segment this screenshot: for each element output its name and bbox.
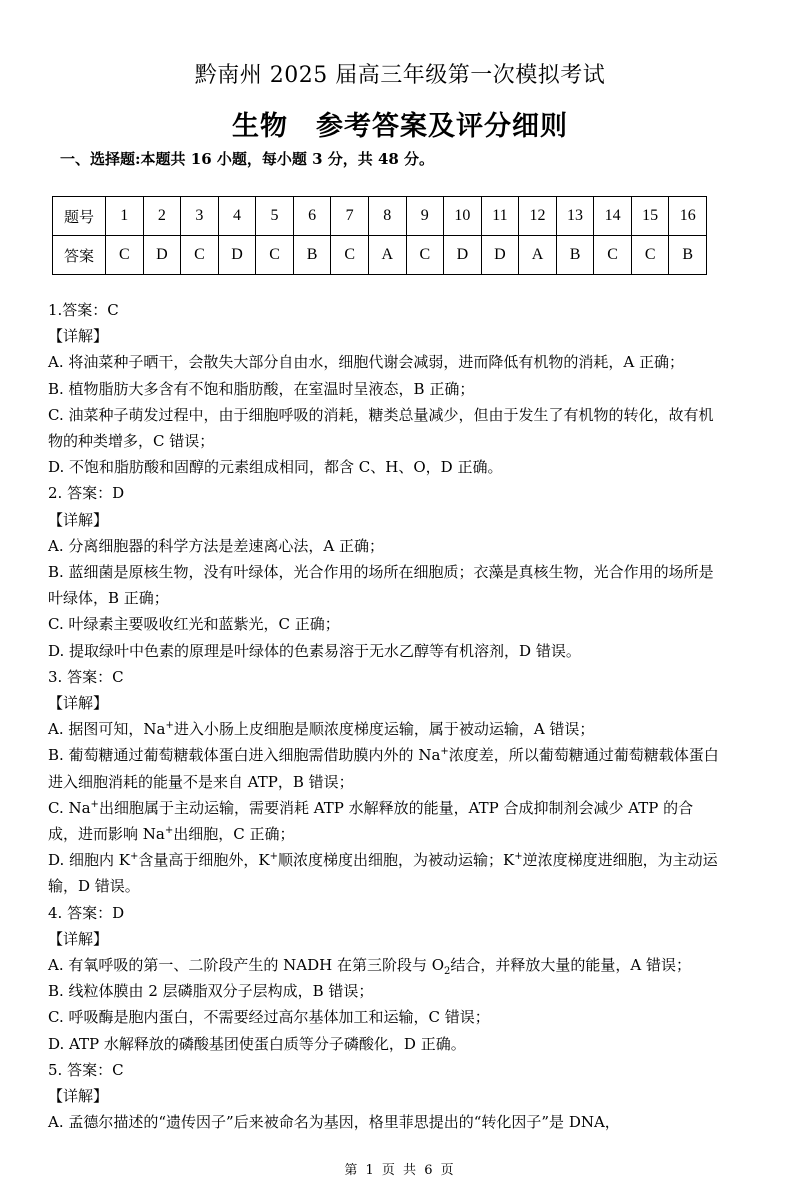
question-number: 16 <box>669 197 707 236</box>
question-number: 9 <box>406 197 444 236</box>
text-run: 浓度差，所以葡萄糖通过葡萄糖载体蛋白进入细胞消耗的能量不是来自 ATP，B 错误； <box>48 746 719 791</box>
answer-row <box>53 236 707 275</box>
answer-cell: C <box>631 236 669 275</box>
answer-key-title: 生物 参考答案及评分细则 <box>232 111 568 142</box>
page-footer: 第 1 页 共 6 页 <box>344 1163 456 1178</box>
detail-label: 【详解】 <box>48 929 109 948</box>
question-number: 13 <box>556 197 594 236</box>
question-number: 7 <box>331 197 369 236</box>
answer-cell: C <box>406 236 444 275</box>
answer-line: 1.答案：C <box>48 301 119 319</box>
option-explanation: A. 孟德尔描述的“遗传因子”后来被命名为基因，格里菲思提出的“转化因子”是 DNA， <box>48 1113 620 1132</box>
option-explanation: D. 提取绿叶中色素的原理是叶绿体的色素易溶于无水乙醇等有机溶剂，D 错误。 <box>48 641 581 660</box>
question-number: 10 <box>444 197 482 236</box>
answer-cell: C <box>594 236 632 275</box>
option-explanation <box>48 795 720 847</box>
question-number-row <box>53 197 707 236</box>
answer-cell: D <box>481 236 519 275</box>
option-explanation <box>48 847 720 899</box>
answer-cell: C <box>181 236 219 275</box>
option-explanation <box>48 742 720 794</box>
text-run: A. 据图可知，Na <box>48 720 166 739</box>
option-explanation: B. 线粒体膜由 2 层磷脂双分子层构成，B 错误； <box>48 982 374 1001</box>
answer-cell: D <box>444 236 482 275</box>
question-number: 12 <box>519 197 557 236</box>
superscript: + <box>514 851 523 863</box>
superscript: + <box>90 798 99 810</box>
answer-cell: D <box>218 236 256 275</box>
option-explanation: A. 将油菜种子晒干，会散失大部分自由水，细胞代谢会减弱，进而降低有机物的消耗，A 正确； <box>48 353 684 372</box>
answer-cell: D <box>143 236 181 275</box>
table-row-label: 答案 <box>53 236 106 275</box>
answer-table <box>52 196 707 275</box>
section-heading: 一、选择题:本题共 16 小题，每小题 3 分，共 48 分。 <box>60 150 435 168</box>
answer-line: 2. 答案：D <box>48 484 125 503</box>
question-number: 5 <box>256 197 294 236</box>
option-explanation <box>48 952 720 978</box>
question-number: 14 <box>594 197 632 236</box>
detail-label: 【详解】 <box>48 694 109 713</box>
answer-cell: C <box>106 236 144 275</box>
text-run: 出细胞，C 正确； <box>173 825 295 844</box>
answer-cell: A <box>519 236 557 275</box>
text-run: 逆浓度梯度进细胞，为主动运输，D 错误。 <box>48 851 718 896</box>
text-run: 进入小肠上皮细胞是顺浓度梯度运输，属于被动运输，A 错误； <box>173 720 595 739</box>
answer-cell: C <box>256 236 294 275</box>
text-run: B. 葡萄糖通过葡萄糖载体蛋白进入细胞需借助膜内外的 Na <box>48 746 441 765</box>
table-row-label: 题号 <box>53 197 106 236</box>
question-number: 15 <box>631 197 669 236</box>
text-run: 顺浓度梯度出细胞，为被动运输；K <box>278 851 515 870</box>
superscript: + <box>164 825 174 837</box>
detail-label: 【详解】 <box>48 1087 109 1106</box>
detail-label: 【详解】 <box>48 510 109 529</box>
text-run: 出细胞属于主动运输，需要消耗 ATP 水解释放的能量，ATP 合成抑制剂会减少 ATP 的合成，进而影响 Na <box>48 798 694 844</box>
question-number: 1 <box>106 197 144 236</box>
subscript: 2 <box>444 966 451 978</box>
superscript: + <box>269 851 279 863</box>
answer-line: 5. 答案：C <box>48 1060 124 1079</box>
question-number: 3 <box>181 197 219 236</box>
option-explanation <box>48 716 720 742</box>
answer-cell: B <box>669 236 707 275</box>
option-explanation: D. 不饱和脂肪酸和固醇的元素组成相同，都含 C、H、O，D 正确。 <box>48 458 503 477</box>
detail-label: 【详解】 <box>48 327 109 346</box>
answer-line: 4. 答案：D <box>48 903 125 922</box>
answer-cell: C <box>331 236 369 275</box>
question-number: 11 <box>481 197 519 236</box>
answer-line: 3. 答案：C <box>48 667 124 686</box>
option-explanation: C. 叶绿素主要吸收红光和蓝紫光，C 正确； <box>48 615 340 634</box>
option-explanation: A. 分离细胞器的科学方法是差速离心法，A 正确； <box>48 536 384 555</box>
question-number: 4 <box>218 197 256 236</box>
explanations <box>48 297 720 1136</box>
question-number: 8 <box>368 197 406 236</box>
answer-cell: B <box>293 236 331 275</box>
option-explanation: B. 植物脂肪大多含有不饱和脂肪酸，在室温时呈液态，B 正确； <box>48 379 475 398</box>
superscript: + <box>165 720 174 732</box>
text-run: C. Na <box>48 798 91 817</box>
option-explanation: D. ATP 水解释放的磷酸基团使蛋白质等分子磷酸化，D 正确。 <box>48 1034 466 1053</box>
answer-cell: A <box>368 236 406 275</box>
text-run: D. 细胞内 K <box>48 851 131 870</box>
superscript: + <box>130 851 139 863</box>
question-number: 6 <box>293 197 331 236</box>
option-explanation: C. 呼吸酶是胞内蛋白，不需要经过高尔基体加工和运输，C 错误； <box>48 1008 490 1027</box>
option-explanation: C. 油菜种子萌发过程中，由于细胞呼吸的消耗，糖类总量减少，但由于发生了有机物的转化，故有机物的种类增多，C 错误； <box>48 405 714 451</box>
superscript: + <box>440 746 449 758</box>
text-run: A. 有氧呼吸的第一、二阶段产生的 NADH 在第三阶段与 O <box>48 956 445 975</box>
text-run: 含量高于细胞外，K <box>138 851 270 870</box>
exam-title: 黔南州 2025 届高三年级第一次模拟考试 <box>194 63 606 88</box>
answer-cell: B <box>556 236 594 275</box>
question-number: 2 <box>143 197 181 236</box>
option-explanation: B. 蓝细菌是原核生物，没有叶绿体，光合作用的场所在细胞质；衣藻是真核生物，光合作用的场所是叶绿体，B 正确； <box>48 563 714 608</box>
text-run: 结合，并释放大量的能量，A 错误； <box>450 956 692 975</box>
